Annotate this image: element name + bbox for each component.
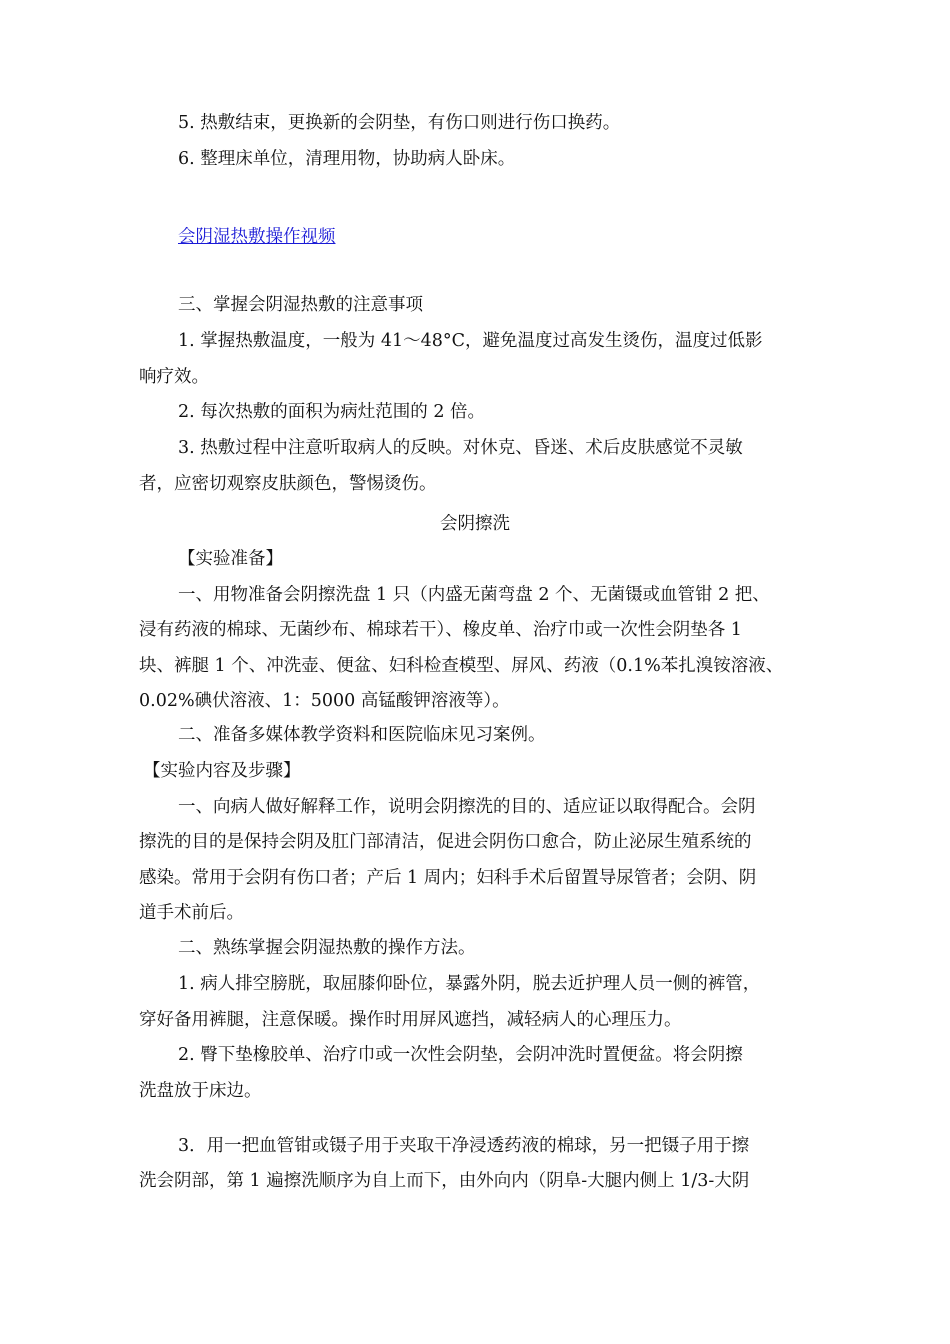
paragraph-line: 浸有药液的棉球、无菌纱布、棉球若干）、橡皮单、治疗巾或一次性会阴垫各 1 [139, 620, 742, 640]
paragraph-line: 一、用物准备会阴擦洗盘 1 只（内盛无菌弯盘 2 个、无菌镊或血管钳 2 把、 [178, 585, 770, 605]
paragraph-line: 穿好备用裤腿，注意保暖。操作时用屏风遮挡，减轻病人的心理压力。 [139, 1010, 682, 1030]
paragraph-line: 道手术前后。 [139, 903, 244, 923]
paragraph-line: 二、准备多媒体教学资料和医院临床见习案例。 [178, 725, 546, 745]
bracket-heading: 【实验内容及步骤】 [143, 761, 301, 781]
paragraph-line: 块、裤腿 1 个、冲洗壶、便盆、妇科检查模型、屏风、药液（0.1%苯扎溴铵溶液、 [139, 656, 784, 676]
paragraph-line: 1. 掌握热敷温度，一般为 41～48°C，避免温度过高发生烫伤，温度过低影 [178, 331, 763, 351]
paragraph-line: 擦洗的目的是保持会阴及肛门部清洁，促进会阴伤口愈合，防止泌尿生殖系统的 [139, 832, 752, 852]
paragraph-line: 一、向病人做好解释工作，说明会阴擦洗的目的、适应证以取得配合。会阴 [178, 797, 756, 817]
paragraph-line: 2. 每次热敷的面积为病灶范围的 2 倍。 [178, 402, 486, 422]
paragraph-line: 1. 病人排空膀胱，取屈膝仰卧位，暴露外阴，脱去近护理人员一侧的裤管， [178, 974, 761, 994]
paragraph-line: 洗盘放于床边。 [139, 1081, 262, 1101]
video-link-line [178, 226, 336, 248]
paragraph-line: 2. 臀下垫橡胶单、治疗巾或一次性会阴垫，会阴冲洗时置便盆。将会阴擦 [178, 1045, 743, 1065]
paragraph-line: 0.02%碘伏溶液、1：5000 高锰酸钾溶液等）。 [139, 691, 510, 711]
paragraph-line: 3．用一把血管钳或镊子用于夹取干净浸透药液的棉球，另一把镊子用于擦 [178, 1136, 750, 1156]
step-5-text: 5. 热敷结束，更换新的会阴垫，有伤口则进行伤口换药。 [178, 113, 621, 133]
page-title: 会阴擦洗 [440, 514, 510, 534]
paragraph-line: 者，应密切观察皮肤颜色，警惕烫伤。 [139, 474, 437, 494]
paragraph-line: 3. 热敷过程中注意听取病人的反映。对休克、昏迷、术后皮肤感觉不灵敏 [178, 438, 743, 458]
section-heading: 三、掌握会阴湿热敷的注意事项 [178, 295, 423, 315]
video-link[interactable]: 会阴湿热敷操作视频 [178, 227, 336, 247]
paragraph-line: 二、熟练掌握会阴湿热敷的操作方法。 [178, 938, 476, 958]
paragraph-line: 响疗效。 [139, 367, 209, 387]
paragraph-line: 洗会阴部，第 1 遍擦洗顺序为自上而下，由外向内（阴阜-大腿内侧上 1/3-大阴 [139, 1171, 750, 1191]
paragraph-line: 感染。常用于会阴有伤口者；产后 1 周内；妇科手术后留置导尿管者；会阴、阴 [139, 868, 757, 888]
bracket-heading: 【实验准备】 [178, 549, 283, 569]
step-6-text: 6. 整理床单位，清理用物，协助病人卧床。 [178, 149, 516, 169]
